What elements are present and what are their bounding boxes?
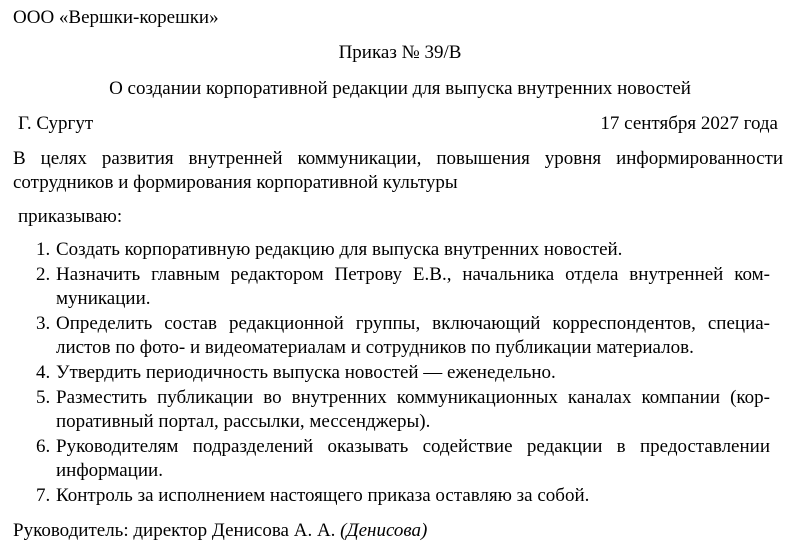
item-text: Определить состав редакционной группы, включающий корреспондентов, специалистов по фото- и видеоматериалам и сотрудников по публикации материалов.: [56, 313, 770, 358]
item-text: Контроль за исполнением настоящего приказа оставляю за собой.: [56, 485, 590, 506]
city: Г. Сургут: [18, 113, 94, 134]
item-number: 2.: [36, 264, 51, 285]
item-text: Разместить публикации во внутренних коммуникационных каналах компании (корпоративный портал, рассылки, мессенджеры).: [56, 387, 770, 432]
list-item: [0, 312, 770, 360]
signature-line: [13, 519, 427, 543]
list-item: [0, 386, 770, 434]
signature-label: Руководитель: директор Денисова А. А.: [13, 520, 336, 541]
order-word: приказываю:: [18, 206, 123, 227]
item-text: Создать корпоративную редакцию для выпуска внутренних новостей.: [56, 239, 623, 260]
signature-handwritten: (Денисова): [340, 520, 428, 541]
list-item: [0, 263, 770, 311]
item-text: Руководителям подразделений оказывать содействие редакции в предоставлении информации.: [56, 436, 770, 481]
order-items-list: [0, 238, 800, 509]
item-number: 7.: [36, 485, 51, 506]
item-number: 3.: [36, 313, 51, 334]
list-item: [0, 238, 770, 262]
list-item: [0, 361, 770, 385]
item-text: Утвердить периодичность выпуска новостей — еженедельно.: [56, 362, 556, 383]
item-text: Назначить главным редактором Петрову Е.В., начальника отдела внутренней коммуникации.: [56, 264, 770, 309]
list-item: [0, 484, 770, 508]
list-item: [0, 435, 770, 483]
document-date: 17 сентября 2027 года: [600, 113, 778, 134]
organization-name: ООО «Вершки-корешки»: [13, 7, 219, 28]
item-number: 1.: [36, 239, 51, 260]
item-number: 4.: [36, 362, 51, 383]
item-number: 6.: [36, 436, 51, 457]
document-subject: О создании корпоративной редакции для выпуска внутренних новостей: [109, 78, 691, 99]
item-number: 5.: [36, 387, 51, 408]
document-title: Приказ № 39/В: [338, 42, 462, 63]
preamble-paragraph: В целях развития внутренней коммуникации, повышения уровня информированности сотрудников и формирования корпоративной культуры: [13, 148, 783, 193]
place-date-line: [18, 112, 778, 136]
